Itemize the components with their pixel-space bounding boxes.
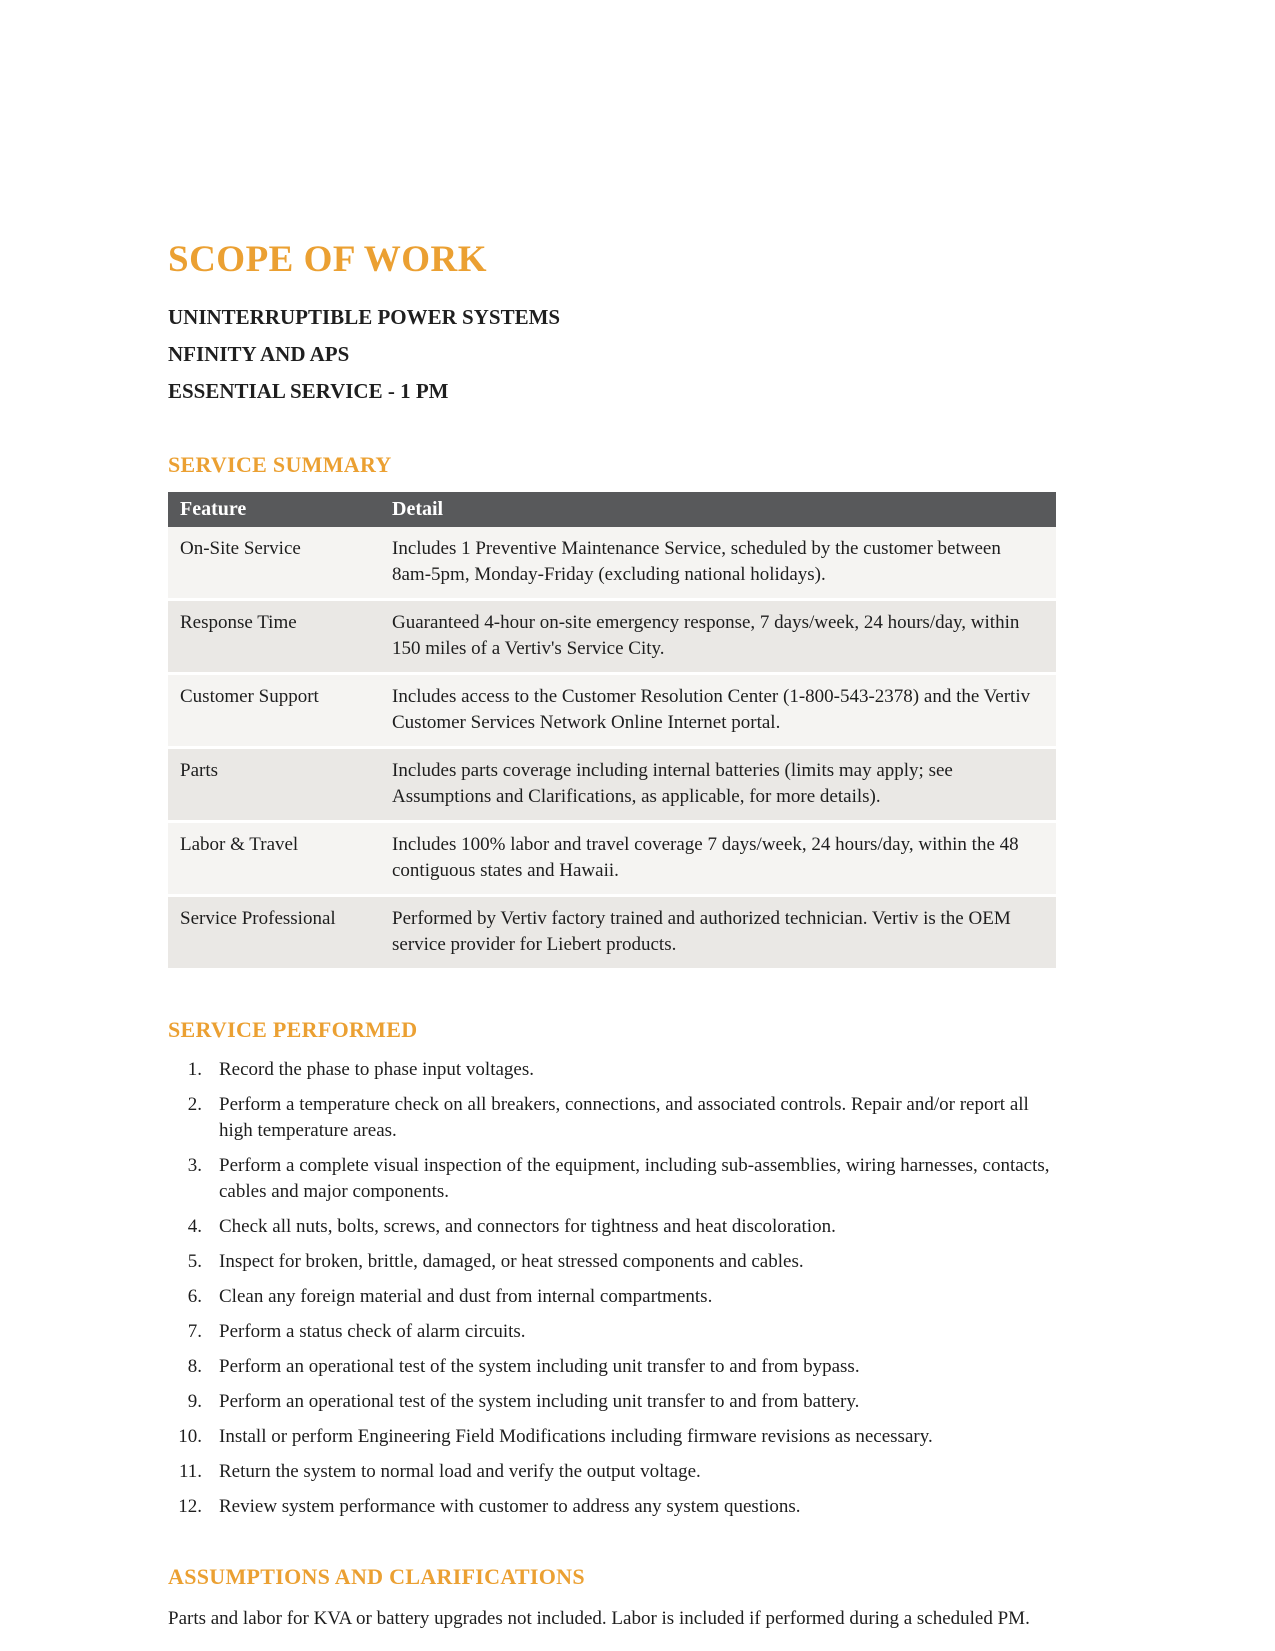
subtitle-line-2: NFINITY AND APS <box>168 342 350 366</box>
list-item-number: 9. <box>187 1391 202 1412</box>
list-item-text: Perform an operational test of the system including unit transfer to and from bypass. <box>219 1356 860 1377</box>
list-item <box>168 1424 1056 1450</box>
service-summary-heading: SERVICE SUMMARY <box>168 452 392 477</box>
list-item-number: 8. <box>187 1356 202 1377</box>
list-item <box>168 1214 1056 1240</box>
document-title: SCOPE OF WORK <box>168 239 487 280</box>
list-item <box>168 1249 1056 1275</box>
list-item-number: 11. <box>178 1461 202 1482</box>
list-item <box>168 1494 1056 1520</box>
feature-cell: Service Professional <box>180 908 336 929</box>
list-item <box>168 1284 1056 1310</box>
detail-cell: Includes access to the Customer Resolution Center (1-800-543-2378) and the Vertiv Customer Services Network Online Internet portal. <box>392 686 1031 733</box>
table-row <box>168 749 1056 823</box>
document-subtitle-block <box>168 299 1056 410</box>
list-item <box>168 1459 1056 1485</box>
document-content <box>168 0 1056 1632</box>
list-item-text: Install or perform Engineering Field Modifications including firmware revisions as necessary. <box>219 1426 933 1447</box>
list-item-number: 1. <box>187 1059 202 1080</box>
service-summary-table <box>168 492 1056 971</box>
list-item-number: 6. <box>187 1286 202 1307</box>
list-item <box>168 1389 1056 1415</box>
assumptions-heading: ASSUMPTIONS AND CLARIFICATIONS <box>168 1564 585 1589</box>
table-row <box>168 823 1056 897</box>
list-item-number: 12. <box>178 1496 202 1517</box>
detail-cell: Includes 100% labor and travel coverage 7 days/week, 24 hours/day, within the 48 contiguous states and Hawaii. <box>392 834 1019 881</box>
table-row <box>168 897 1056 971</box>
feature-cell: Parts <box>180 760 218 781</box>
feature-cell: Labor & Travel <box>180 834 299 855</box>
detail-cell: Includes 1 Preventive Maintenance Service, scheduled by the customer between 8am-5pm, Monday-Friday (excluding national holidays). <box>392 538 1001 585</box>
list-item <box>168 1354 1056 1380</box>
list-item-text: Perform an operational test of the system including unit transfer to and from battery. <box>219 1391 860 1412</box>
table-header-feature: Feature <box>180 498 247 520</box>
table-header-detail: Detail <box>392 498 444 520</box>
table-row <box>168 527 1056 601</box>
list-item-text: Inspect for broken, brittle, damaged, or heat stressed components and cables. <box>219 1251 804 1272</box>
feature-cell: On-Site Service <box>180 538 301 559</box>
subtitle-line-3: ESSENTIAL SERVICE - 1 PM <box>168 379 449 403</box>
list-item-text: Perform a status check of alarm circuits. <box>219 1321 526 1342</box>
feature-cell: Customer Support <box>180 686 319 707</box>
table-row <box>168 675 1056 749</box>
list-item <box>168 1092 1056 1144</box>
table-row <box>168 601 1056 675</box>
list-item <box>168 1319 1056 1345</box>
list-item-text: Perform a complete visual inspection of the equipment, including sub-assemblies, wiring harnesses, contacts, cables and major components. <box>219 1155 1050 1202</box>
list-item-text: Clean any foreign material and dust from internal compartments. <box>219 1286 713 1307</box>
subtitle-line-1: UNINTERRUPTIBLE POWER SYSTEMS <box>168 305 561 329</box>
assumptions-body: Parts and labor for KVA or battery upgrades not included. Labor is included if performed during a scheduled PM. <box>168 1608 1030 1629</box>
detail-cell: Includes parts coverage including internal batteries (limits may apply; see Assumptions and Clarifications, as applicable, for more details). <box>392 760 953 807</box>
list-item-text: Record the phase to phase input voltages. <box>219 1059 535 1080</box>
table-header-row <box>168 492 1056 527</box>
service-performed-heading: SERVICE PERFORMED <box>168 1017 418 1042</box>
list-item-number: 2. <box>187 1094 202 1115</box>
list-item-number: 3. <box>187 1155 202 1176</box>
detail-cell: Performed by Vertiv factory trained and authorized technician. Vertiv is the OEM service provider for Liebert products. <box>392 908 1011 955</box>
list-item-text: Return the system to normal load and verify the output voltage. <box>219 1461 701 1482</box>
list-item-text: Review system performance with customer to address any system questions. <box>219 1496 801 1517</box>
service-performed-list <box>168 1057 1056 1520</box>
list-item-text: Perform a temperature check on all breakers, connections, and associated controls. Repair and/or report all high temperature areas. <box>219 1094 1029 1141</box>
list-item <box>168 1153 1056 1205</box>
list-item-text: Check all nuts, bolts, screws, and connectors for tightness and heat discoloration. <box>219 1216 836 1237</box>
feature-cell: Response Time <box>180 612 297 633</box>
list-item-number: 4. <box>187 1216 202 1237</box>
detail-cell: Guaranteed 4-hour on-site emergency response, 7 days/week, 24 hours/day, within 150 miles of a Vertiv's Service City. <box>392 612 1020 659</box>
list-item-number: 7. <box>187 1321 202 1342</box>
list-item <box>168 1057 1056 1083</box>
list-item-number: 10. <box>178 1426 202 1447</box>
list-item-number: 5. <box>187 1251 202 1272</box>
